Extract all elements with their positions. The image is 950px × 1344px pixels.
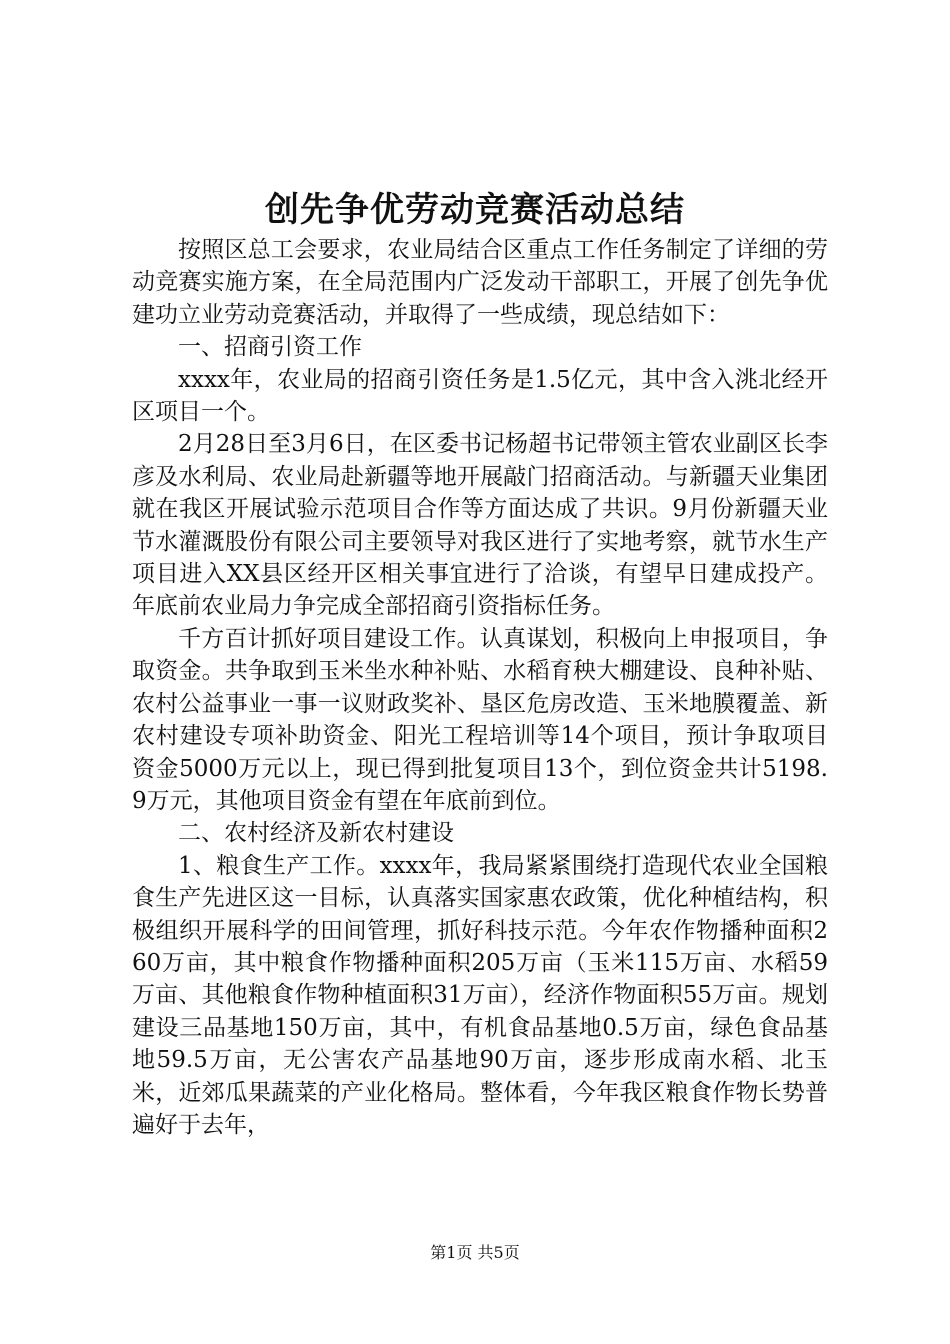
paragraph-investment-target: xxxx年，农业局的招商引资任务是1.5亿元，其中含入洮北经开区项目一个。 [132,366,828,426]
paragraph-grain-production: 1、粮食生产工作。xxxx年，我局紧紧围绕打造现代农业全国粮食生产先进区这一目标，认真落实国家惠农政策，优化种植结构，积极组织开展科学的田间管理，抓好科技示范。今年农作物播种面积260万亩，其中粮食作物播种面积205万亩（玉米115万亩、水稻59万亩、其他粮食作物种植面积31万亩），经济作物面积55万亩。规划建设三品基地150万亩，其中，有机食品基地0.5万亩，绿色食品基地59.5万亩，无公害农产品基地90万亩，逐步形成南水稻、北玉米，近郊瓜果蔬菜的产业化格局。整体看，今年我区粮食作物长势普遍好于去年， [132,852,828,1138]
page-footer [0,1243,950,1263]
document-body [132,234,828,1141]
paragraph-intro: 按照区总工会要求，农业局结合区重点工作任务制定了详细的劳动竞赛实施方案，在全局范围内广泛发动干部职工，开展了创先争优建功立业劳动竞赛活动，并取得了一些成绩，现总结如下： [132,237,828,328]
section-heading-investment: 一、招商引资工作 [178,334,362,361]
paragraph-project-construction: 千方百计抓好项目建设工作。认真谋划，积极向上申报项目，争取资金。共争取到玉米坐水种补贴、水稻育秧大棚建设、良种补贴、农村公益事业一事一议财政奖补、垦区危房改造、玉米地膜覆盖、新农村建设专项补助资金、阳光工程培训等14个项目，预计争取项目资金5000万元以上，现已得到批复项目13个，到位资金共计5198.9万元，其他项目资金有望在年底前到位。 [132,625,828,814]
page-total: 共5页 [477,1243,520,1262]
section-heading-rural-economy: 二、农村经济及新农村建设 [178,820,454,847]
page-number: 第1页 [430,1243,473,1262]
paragraph-xinjiang-trip: 2月28日至3月6日，在区委书记杨超书记带领主管农业副区长李彦及水利局、农业局赴新疆等地开展敲门招商活动。与新疆天业集团就在我区开展试验示范项目合作等方面达成了共识。9月份新疆天业节水灌溉股份有限公司主要领导对我区进行了实地考察，就节水生产项目进入XX县区经开区相关事宜进行了洽谈，有望早日建成投产。年底前农业局力争完成全部招商引资指标任务。 [132,431,828,620]
document-title: 创先争优劳动竞赛活动总结 [265,190,685,230]
